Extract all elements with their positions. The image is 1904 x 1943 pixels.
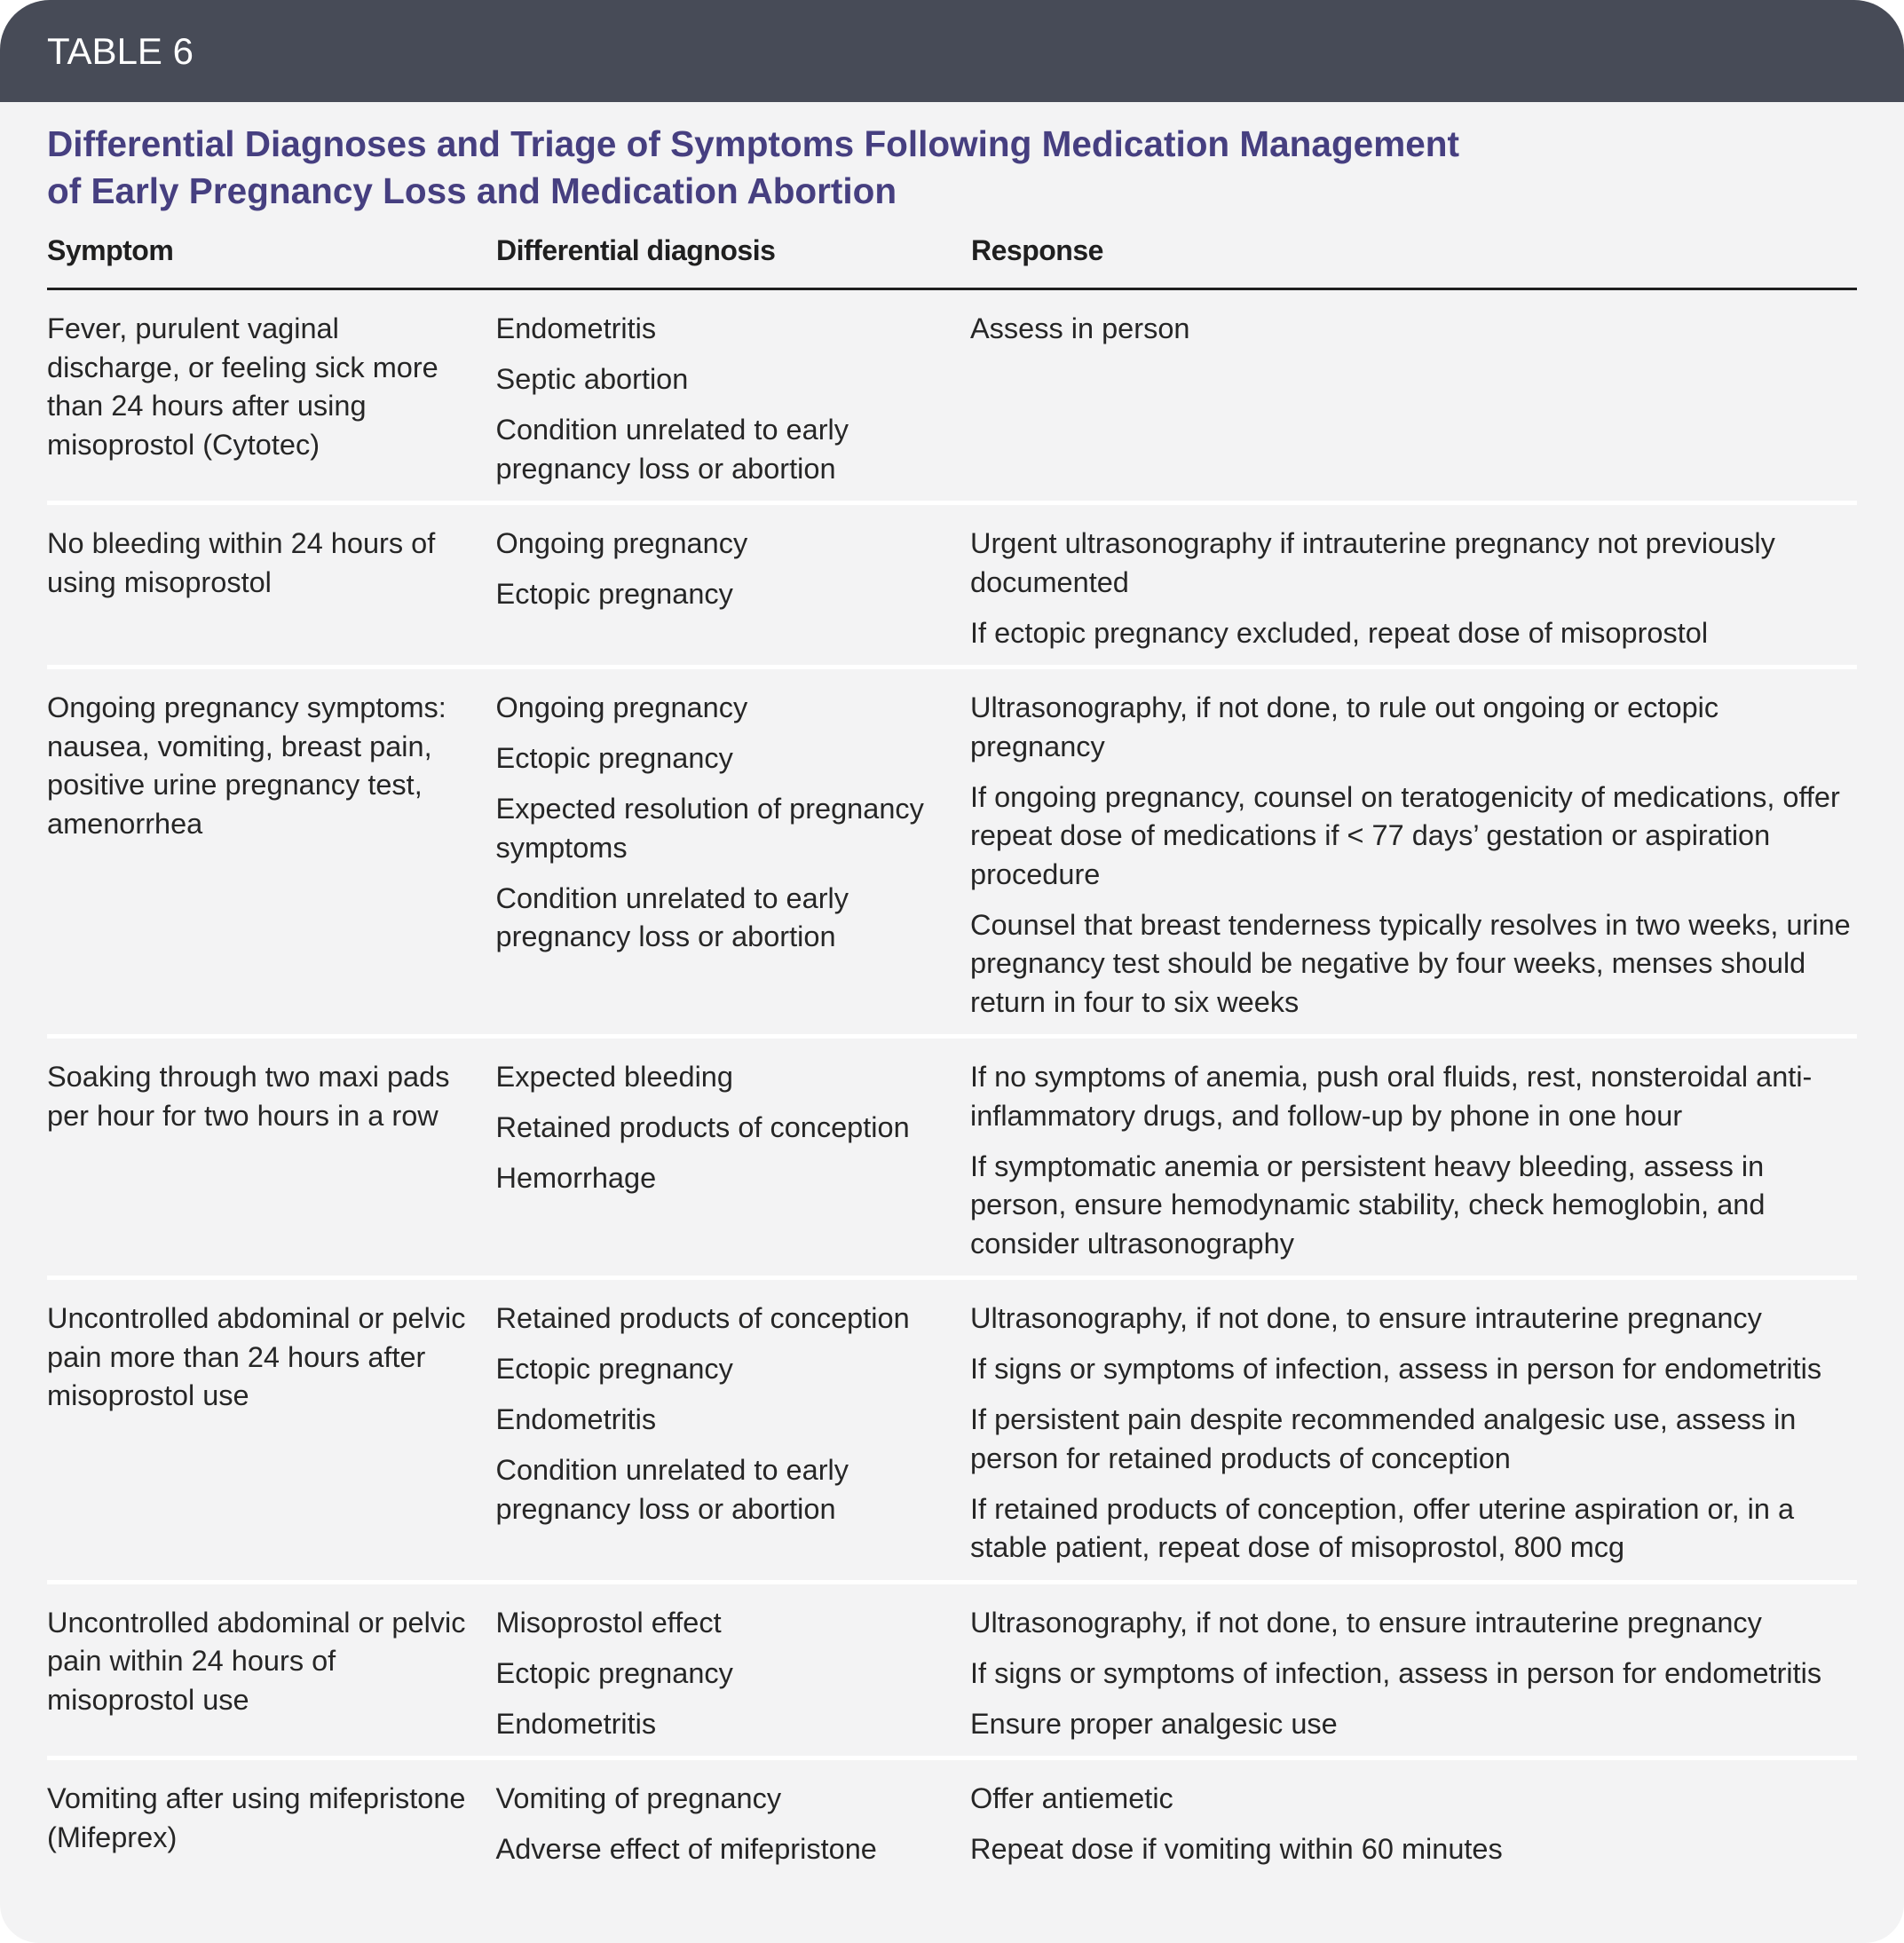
diagnosis-item: Vomiting of pregnancy: [495, 1782, 782, 1814]
response-item: If signs or symptoms of infection, assess in person for endometritis: [970, 1353, 1822, 1385]
table-row: [47, 1280, 1857, 1584]
triage-table: [47, 229, 1857, 1882]
response-item: Assess in person: [970, 312, 1190, 344]
diagnosis-item: Endometritis: [495, 312, 657, 344]
column-header-differential-diagnosis: Differential diagnosis: [496, 234, 776, 266]
table-head: [47, 229, 1857, 290]
symptom-cell: Fever, purulent vaginal discharge, or feeling sick more than 24 hours after using misoprostol (Cytotec): [47, 312, 438, 461]
table-header-bar: [0, 0, 1904, 102]
symptom-cell: Uncontrolled abdominal or pelvic pain more than 24 hours after misoprostol use: [47, 1302, 466, 1411]
response-cell: [970, 1604, 1857, 1744]
diagnosis-item: Hemorrhage: [495, 1162, 657, 1194]
response-item: If persistent pain despite recommended analgesic use, assess in person for retained products of conception: [970, 1403, 1797, 1474]
diagnosis-item: Ongoing pregnancy: [495, 527, 748, 559]
table-title: [47, 121, 1689, 215]
diagnosis-cell: [496, 1299, 952, 1568]
diagnosis-item: Ectopic pregnancy: [495, 578, 733, 610]
response-item: If symptomatic anemia or persistent heavy bleeding, assess in person, ensure hemodynamic stability, check hemoglobin, and consider ultrasonography: [970, 1149, 1766, 1260]
table-row: [47, 669, 1857, 1039]
response-item: Ultrasonography, if not done, to ensure intrauterine pregnancy: [970, 1302, 1762, 1334]
response-cell: [970, 689, 1857, 1022]
diagnosis-item: Condition unrelated to early pregnancy loss or abortion: [495, 414, 849, 485]
diagnosis-cell: [496, 689, 952, 1022]
diagnosis-item: Expected bleeding: [495, 1061, 733, 1093]
diagnosis-item: Retained products of conception: [495, 1111, 910, 1143]
symptom-cell: Uncontrolled abdominal or pelvic pain within 24 hours of misoprostol use: [47, 1606, 466, 1716]
symptom-cell: Soaking through two maxi pads per hour for two hours in a row: [47, 1061, 450, 1132]
response-cell: [970, 1299, 1857, 1568]
diagnosis-item: Adverse effect of mifepristone: [495, 1833, 877, 1865]
response-item: Ensure proper analgesic use: [970, 1707, 1338, 1740]
table-row: [47, 1039, 1857, 1280]
diagnosis-cell: [496, 1058, 952, 1263]
diagnosis-cell: [496, 525, 952, 652]
table-row: [47, 1760, 1857, 1882]
diagnosis-item: Septic abortion: [495, 363, 689, 395]
table-row: [47, 290, 1857, 505]
response-cell: [970, 1058, 1857, 1263]
response-item: If ectopic pregnancy excluded, repeat dose of misoprostol: [970, 616, 1709, 649]
table-title-line-2: of Early Pregnancy Loss and Medication Abortion: [47, 170, 897, 211]
diagnosis-item: Endometritis: [495, 1403, 657, 1435]
diagnosis-cell: [496, 1604, 952, 1744]
diagnosis-item: Ectopic pregnancy: [495, 742, 733, 774]
table-row: [47, 1584, 1857, 1761]
diagnosis-item: Expected resolution of pregnancy symptoms: [495, 793, 924, 864]
table-body: [47, 290, 1857, 1882]
response-item: Repeat dose if vomiting within 60 minutes: [970, 1833, 1503, 1865]
table-row: [47, 505, 1857, 669]
table-title-line-1: Differential Diagnoses and Triage of Symptoms Following Medication Management: [47, 123, 1459, 164]
diagnosis-item: Condition unrelated to early pregnancy loss or abortion: [495, 1454, 849, 1525]
symptom-cell: No bleeding within 24 hours of using misoprostol: [47, 527, 436, 598]
diagnosis-item: Ongoing pregnancy: [495, 691, 748, 723]
diagnosis-item: Ectopic pregnancy: [495, 1656, 733, 1689]
diagnosis-cell: [496, 310, 952, 488]
response-item: Offer antiemetic: [970, 1782, 1173, 1814]
column-header-symptom: Symptom: [47, 234, 174, 266]
response-cell: [970, 1780, 1857, 1869]
diagnosis-cell: [496, 1780, 952, 1869]
diagnosis-item: Misoprostol effect: [495, 1606, 722, 1639]
response-item: Urgent ultrasonography if intrauterine pregnancy not previously documented: [970, 527, 1775, 598]
response-item: If ongoing pregnancy, counsel on teratogenicity of medications, offer repeat dose of medications if < 77 days’ gestation or aspiration procedure: [970, 780, 1840, 890]
column-header-response: Response: [971, 234, 1103, 266]
response-item: If retained products of conception, offer uterine aspiration or, in a stable patient, repeat dose of misoprostol, 800 mcg: [970, 1492, 1795, 1563]
response-cell: [970, 525, 1857, 652]
response-item: If no symptoms of anemia, push oral fluids, rest, nonsteroidal anti-inflammatory drugs, and follow-up by phone in one hour: [970, 1061, 1813, 1132]
symptom-cell: Vomiting after using mifepristone (Mifeprex): [47, 1782, 466, 1853]
table-number-label: TABLE 6: [47, 29, 194, 72]
diagnosis-item: Condition unrelated to early pregnancy loss or abortion: [495, 881, 849, 952]
diagnosis-item: Ectopic pregnancy: [495, 1353, 733, 1385]
symptom-cell: Ongoing pregnancy symptoms: nausea, vomiting, breast pain, positive urine pregnancy test, amenorrhea: [47, 691, 446, 840]
response-item: Ultrasonography, if not done, to rule out ongoing or ectopic pregnancy: [970, 691, 1719, 762]
response-item: If signs or symptoms of infection, assess in person for endometritis: [970, 1656, 1822, 1689]
response-item: Ultrasonography, if not done, to ensure intrauterine pregnancy: [970, 1606, 1762, 1639]
response-cell: [970, 310, 1857, 488]
diagnosis-item: Endometritis: [495, 1707, 657, 1740]
diagnosis-item: Retained products of conception: [495, 1302, 910, 1334]
response-item: Counsel that breast tenderness typically resolves in two weeks, urine pregnancy test should be negative by four weeks, menses should return in four to six weeks: [970, 908, 1851, 1018]
